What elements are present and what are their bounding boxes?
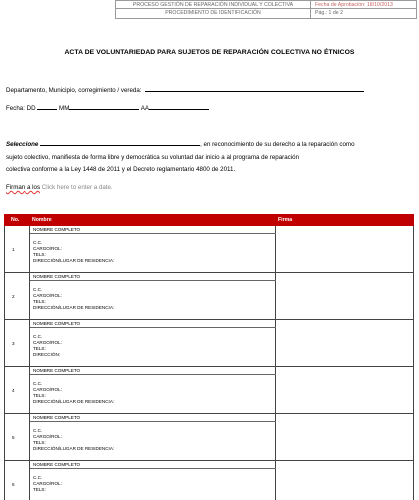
row-field-label: DIRECCIÓN/LUGAR DE RESIDENCIA: [33, 305, 115, 310]
name-divider [30, 468, 276, 469]
row-number: 6 [12, 482, 15, 487]
name-divider [30, 421, 276, 422]
col-header-firma: Firma [278, 217, 293, 223]
row-info-cell[interactable] [30, 461, 276, 500]
col-header-no: No. [11, 217, 20, 223]
row-field-label: DIRECCIÓN: [33, 352, 61, 357]
row-field-label: NOMBRE COMPLETO [33, 415, 81, 420]
header-row-2 [115, 9, 417, 19]
row-number-cell [5, 461, 30, 500]
select-field[interactable] [40, 140, 200, 146]
name-divider [30, 233, 276, 234]
row-info-cell[interactable] [30, 414, 276, 460]
row-field-label: DIRECCIÓN/LUGAR DE RESIDENCIA: [33, 399, 115, 404]
row-info-cell[interactable] [30, 367, 276, 413]
row-info-cell[interactable] [30, 320, 276, 366]
location-field[interactable] [145, 86, 364, 92]
row-field-label: C.C. [33, 334, 43, 339]
row-field-label: NOMBRE COMPLETO [33, 368, 81, 373]
paragraph-line-1-text: , en reconocimiento de su derecho a la reparación como [200, 141, 355, 148]
header-row-1 [115, 0, 417, 9]
table-row [4, 226, 414, 273]
approval-cell [311, 1, 417, 8]
table-row [4, 461, 414, 500]
row-field-label: CARGO/ROL: [33, 340, 62, 345]
row-info-cell[interactable] [30, 273, 276, 319]
row-number-cell [5, 320, 30, 366]
select-keyword: Seleccione [6, 141, 39, 148]
row-number: 5 [12, 435, 15, 440]
date-aa-field[interactable] [149, 104, 209, 110]
page-number: Pág.: 1 de 2 [311, 9, 417, 18]
signature-table-header [4, 214, 414, 226]
row-field-label: CARGO/ROL: [33, 293, 62, 298]
date-dd-field[interactable] [37, 104, 57, 110]
row-field-label: CARGO/ROL: [33, 387, 62, 392]
row-number-cell [5, 273, 30, 319]
paragraph-line-1 [6, 140, 355, 148]
row-field-label: TELS: [33, 393, 46, 398]
row-field-label: CARGO/ROL: [33, 481, 62, 486]
row-number-cell [5, 414, 30, 460]
row-field-label: TELS: [33, 299, 46, 304]
approval-label: Fecha de Aprobación: [315, 2, 366, 8]
signature-cell[interactable] [276, 226, 415, 272]
procedure-name: PROCEDIMIENTO DE IDENTIFICACIÓN [115, 9, 311, 18]
date-aa-label: AA [140, 105, 150, 112]
row-field-label: TELS: [33, 252, 46, 257]
document-title: ACTA DE VOLUNTARIEDAD PARA SUJETOS DE REPARACIÓN COLECTIVA NO ÉTNICOS [64, 49, 355, 56]
firman-line [6, 184, 113, 191]
location-label: Departamento, Municipio, corregimiento / vereda: [6, 87, 142, 94]
row-field-label: NOMBRE COMPLETO [33, 321, 81, 326]
row-field-label: C.C. [33, 287, 43, 292]
row-number: 2 [12, 294, 15, 299]
row-field-label: C.C. [33, 240, 43, 245]
firman-prefix: Firman [6, 184, 26, 191]
row-number-cell [5, 226, 30, 272]
signature-cell[interactable] [276, 414, 415, 460]
row-field-label: TELS: [33, 487, 46, 492]
name-divider [30, 327, 276, 328]
location-line [6, 86, 364, 94]
signature-cell[interactable] [276, 273, 415, 319]
row-number-cell [5, 367, 30, 413]
row-field-label: DIRECCIÓN/LUGAR DE RESIDENCIA: [33, 446, 115, 451]
process-name: PROCESO GESTIÓN DE REPARACIÓN INDIVIDUAL Y COLECTIVA [115, 1, 311, 8]
row-field-label: C.C. [33, 428, 43, 433]
row-field-label: DIRECCIÓN/LUGAR DE RESIDENCIA: [33, 258, 115, 263]
name-divider [30, 280, 276, 281]
paragraph-line-3: colectiva conforme a la Ley 1448 de 2011 y el Decreto reglamentario 4800 de 2011. [6, 166, 236, 173]
row-field-label: NOMBRE COMPLETO [33, 462, 81, 467]
row-field-label: C.C. [33, 381, 43, 386]
firman-middle: a los [25, 184, 41, 191]
approval-date: 18/10/2013 [366, 2, 393, 8]
signature-cell[interactable] [276, 367, 415, 413]
name-divider [30, 374, 276, 375]
date-mm-field[interactable] [69, 104, 139, 110]
row-field-label: TELS: [33, 440, 46, 445]
table-row [4, 367, 414, 414]
row-number: 4 [12, 388, 15, 393]
date-line [6, 104, 209, 112]
row-info-cell[interactable] [30, 226, 276, 272]
row-number: 1 [12, 247, 15, 252]
col-header-nombre: Nombre [32, 217, 52, 223]
signature-cell[interactable] [276, 461, 415, 500]
row-field-label: NOMBRE COMPLETO [33, 227, 81, 232]
row-field-label: CARGO/ROL: [33, 434, 62, 439]
paragraph-line-2: sujeto colectivo, manifiesta de forma libre y democrática su voluntad dar inicio a al programa de reparación [6, 154, 300, 161]
row-field-label: C.C. [33, 475, 43, 480]
table-row [4, 273, 414, 320]
table-row [4, 320, 414, 367]
row-field-label: CARGO/ROL: [33, 246, 62, 251]
row-number: 3 [12, 341, 15, 346]
date-mm-label: MM [59, 105, 70, 112]
date-dd-label: Fecha: DD [6, 105, 36, 112]
row-field-label: NOMBRE COMPLETO [33, 274, 81, 279]
document-header [115, 0, 417, 19]
table-row [4, 414, 414, 461]
date-picker-placeholder[interactable]: Click here to enter a date. [41, 184, 113, 191]
signature-cell[interactable] [276, 320, 415, 366]
row-field-label: TELS: [33, 346, 46, 351]
